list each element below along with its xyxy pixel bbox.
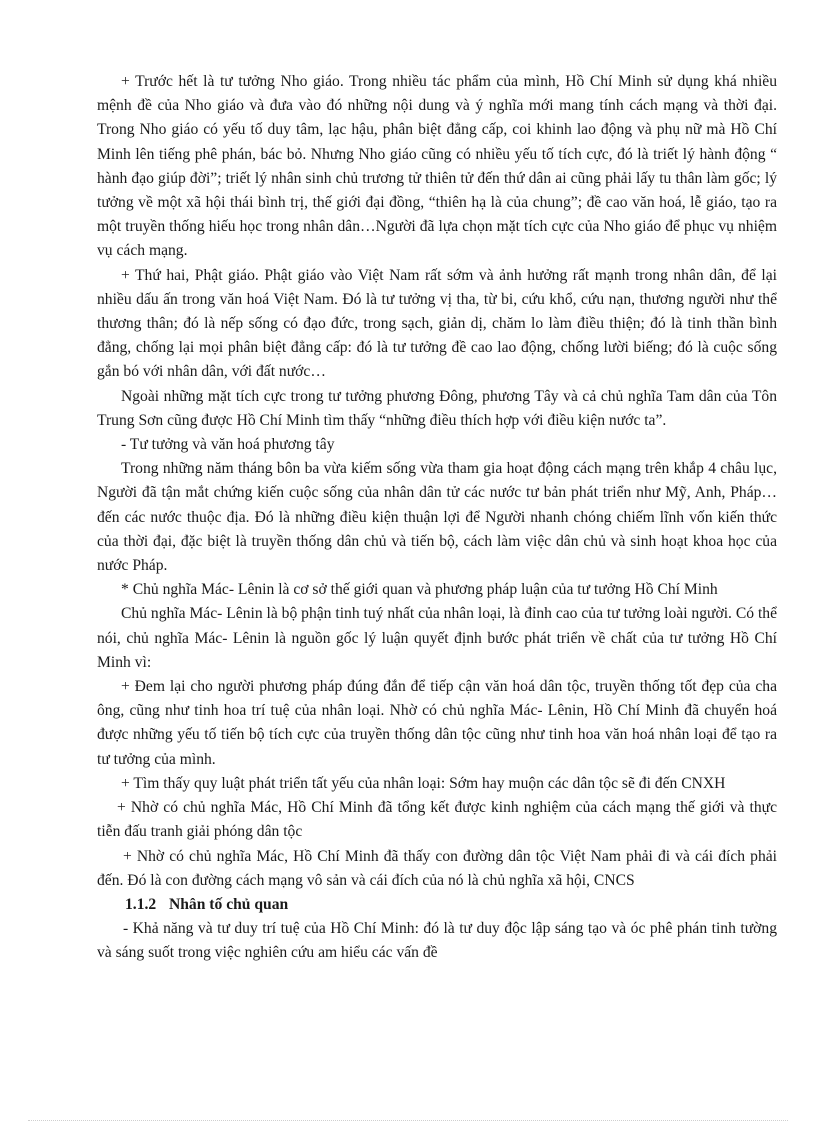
paragraph-experience: + Nhờ có chủ nghĩa Mác, Hồ Chí Minh đã tổng kết được kinh nghiệm của cách mạng thế giới và thực tiễn đấu tranh giải phóng dân tộc (97, 799, 777, 841)
paragraph-method: + Đem lại cho người phương pháp đúng đắn để tiếp cận văn hoá dân tộc, truyền thống tốt đẹp của cha ông, cũng như tinh hoa trí tuệ của nhân loại. Nhờ có chủ nghĩa Mác- Lênin, Hồ Chí Minh đã chuyển hoá được những yếu tố tiến bộ tích cực của truyền thống dân tộc cũng như tinh hoa văn hoá nhân loại để tạo ra tư tưởng của mình. (97, 678, 777, 768)
paragraph-buddhism: + Thứ hai, Phật giáo. Phật giáo vào Việt Nam rất sớm và ảnh hưởng rất mạnh trong nhân dân, để lại nhiều dấu ấn trong văn hoá Việt Nam. Đó là tư tưởng vị tha, từ bi, cứu khổ, cứu nạn, thương người như thể thương thân; đó là nếp sống có đạo đức, trong sạch, giản dị, chăm lo làm điều thiện; đó là tinh thần bình đẳng, chống lại mọi phân biệt đẳng cấp: đó là tư tưởng đề cao lao động, chống lười biếng; đó là cuộc sống gắn bó với nhân dân, với đất nước… (97, 266, 777, 381)
page-bottom-divider (28, 1120, 788, 1121)
document-page (97, 70, 777, 966)
paragraph-eastern-western: Ngoài những mặt tích cực trong tư tưởng phương Đông, phương Tây và cả chủ nghĩa Tam dân của Tôn Trung Sơn cũng được Hồ Chí Minh tìm thấy “những điều thích hợp với điều kiện nước ta”. (97, 387, 777, 429)
paragraph-marxism-basis: * Chủ nghĩa Mác- Lênin là cơ sở thế giới quan và phương pháp luận của tư tưởng Hồ Chí Minh (121, 581, 718, 599)
section-heading (97, 893, 777, 917)
section-title: Nhân tố chủ quan (169, 895, 289, 913)
paragraph-path: + Nhờ có chủ nghĩa Mác, Hồ Chí Minh đã thấy con đường dân tộc Việt Nam phải đi và cái đích phải đến. Đó là con đường cách mạng vô sản và cái đích của nó là chủ nghĩa xã hội, CNCS (97, 847, 777, 889)
paragraph-law-of-development: + Tìm thấy quy luật phát triển tất yếu của nhân loại: Sớm hay muộn các dân tộc sẽ đi đến CNXH (121, 774, 726, 792)
section-number: 1.1.2 (125, 895, 157, 913)
paragraph-western-culture-label: - Tư tưởng và văn hoá phương tây (121, 436, 335, 454)
paragraph-marxism-essence: Chủ nghĩa Mác- Lênin là bộ phận tinh tuý nhất của nhân loại, là đỉnh cao của tư tưởng loài người. Có thể nói, chủ nghĩa Mác- Lênin là nguồn gốc lý luận quyết định bước phát triển về chất của tư tưởng Hồ Chí Minh vì: (97, 605, 777, 671)
paragraph-travels: Trong những năm tháng bôn ba vừa kiếm sống vừa tham gia hoạt động cách mạng trên khắp 4 châu lục, Người đã tận mắt chứng kiến cuộc sống của nhân dân tử các nước tư bản phát triển như Mỹ, Anh, Pháp… đến các nước thuộc địa. Đó là những điều kiện thuận lợi để Người nhanh chóng chiếm lĩnh vốn kiến thức của thời đại, đặc biệt là truyền thống dân chủ và tiến bộ, cách làm việc dân chủ và sinh hoạt khoa học của nước Pháp. (97, 460, 777, 575)
paragraph-confucianism: + Trước hết là tư tưởng Nho giáo. Trong nhiều tác phẩm của mình, Hồ Chí Minh sử dụng khá nhiều mệnh đề của Nho giáo và đưa vào đó những nội dung và ý nghĩa mới mang tính cách mạng và thời đại. Trong Nho giáo có yếu tố duy tâm, lạc hậu, phân biệt đẳng cấp, coi khinh lao động và phụ nữ mà Hồ Chí Minh lên tiếng phê phán, bác bỏ. Nhưng Nho giáo cũng có nhiều yếu tố tích cực, đó là triết lý hành động “ hành đạo giúp đời”; triết lý nhân sinh chủ trương tử thiên tử đến thứ dân ai cũng phải lấy tu thân làm gốc; lý tưởng về một xã hội thái bình trị, thế giới đại đồng, “thiên hạ là của chung”; đề cao văn hoá, lễ giáo, tạo ra một truyền thống hiếu học trong nhân dân…Người đã lựa chọn mặt tích cực của Nho giáo để phục vụ nhiệm vụ cách mạng. (97, 73, 777, 260)
paragraph-intellect: - Khả năng và tư duy trí tuệ của Hồ Chí Minh: đó là tư duy độc lập sáng tạo và óc phê phán tinh tường và sáng suốt trong việc nghiên cứu am hiểu các vấn đề (97, 920, 777, 962)
